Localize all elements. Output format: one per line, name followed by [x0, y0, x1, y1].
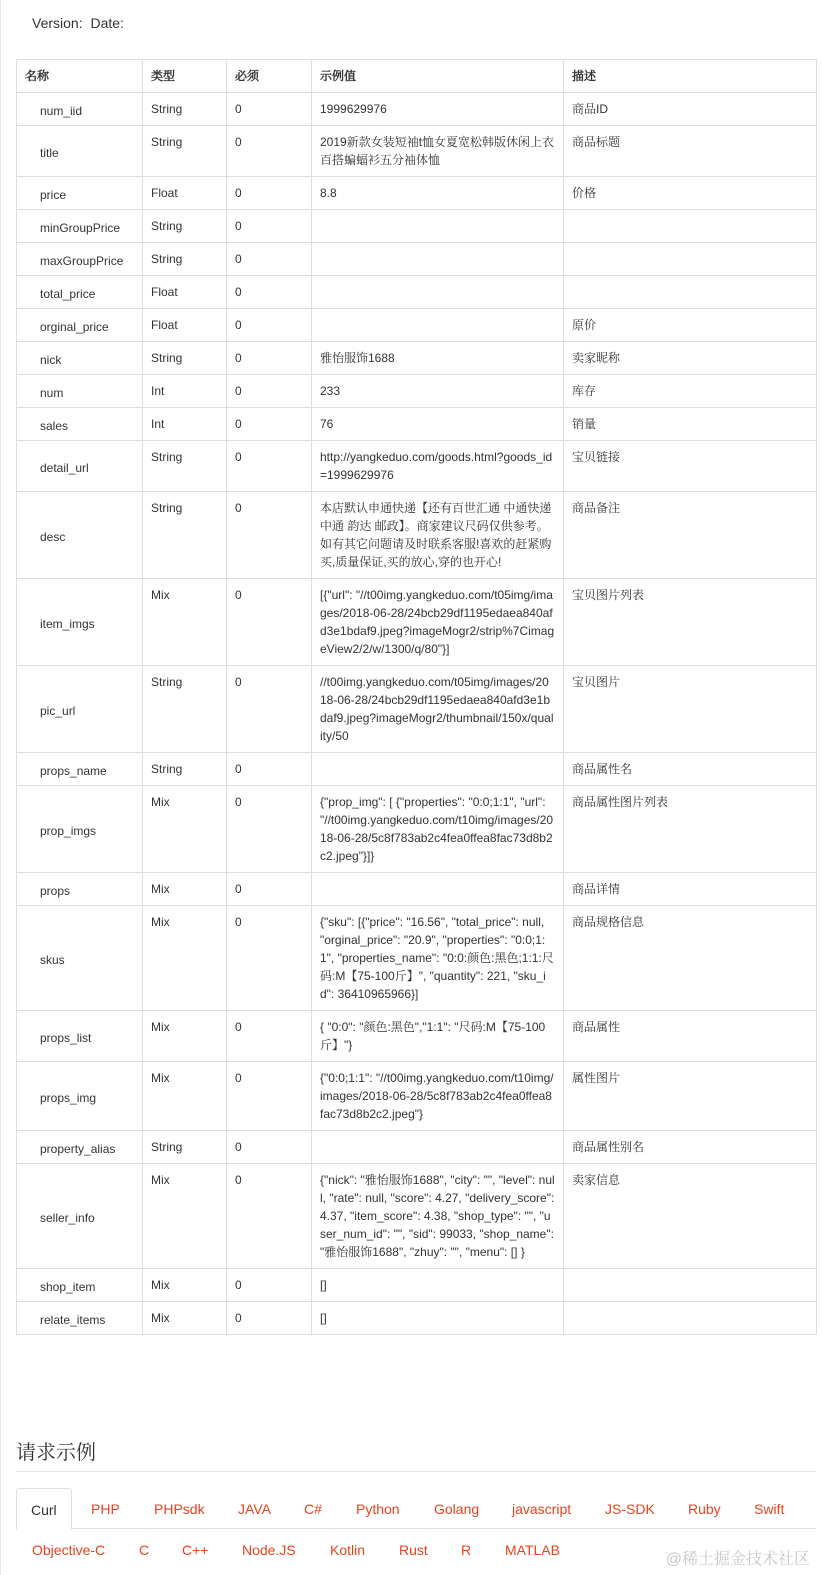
- cell-description: 宝贝链接: [564, 441, 817, 492]
- cell-example: []: [312, 1302, 564, 1335]
- cell-required: 0: [227, 93, 312, 126]
- header-example: 示例值: [312, 60, 564, 93]
- version-label: Version:: [32, 15, 83, 31]
- cell-type: Mix: [143, 1062, 227, 1131]
- cell-description: 卖家信息: [564, 1164, 817, 1269]
- cell-name: detail_url: [17, 441, 143, 492]
- table-row: [17, 408, 817, 441]
- cell-name: price: [17, 177, 143, 210]
- cell-example: {"0:0;1:1": "//t00img.yangkeduo.com/t10img/images/2018-06-28/5c8f783ab2c4fea0ffea8fac73d8b2c2.jpeg"}: [312, 1062, 564, 1131]
- cell-type: Int: [143, 375, 227, 408]
- table-row: [17, 492, 817, 579]
- cell-description: 销量: [564, 408, 817, 441]
- tab-ruby[interactable]: Ruby: [688, 1501, 721, 1517]
- cell-name: props: [17, 873, 143, 906]
- cell-required: 0: [227, 492, 312, 579]
- cell-type: String: [143, 243, 227, 276]
- cell-type: Mix: [143, 906, 227, 1011]
- tab-java[interactable]: JAVA: [238, 1501, 271, 1517]
- cell-example: {"sku": [{"price": "16.56", "total_price": null, "orginal_price": "20.9", "properties": "0:0;1:1", "properties_name": "0:0:颜色:黑色;1:1:尺码:M【75-100斤】", "quantity": 221, "sku_id": 36410965966}]: [312, 906, 564, 1011]
- table-row: [17, 177, 817, 210]
- cell-name: sales: [17, 408, 143, 441]
- table-row: [17, 375, 817, 408]
- table-row: [17, 276, 817, 309]
- table-row: [17, 906, 817, 1011]
- cell-example: [312, 873, 564, 906]
- tab-swift[interactable]: Swift: [754, 1501, 785, 1517]
- table-row: [17, 243, 817, 276]
- cell-type: String: [143, 210, 227, 243]
- cell-description: 卖家昵称: [564, 342, 817, 375]
- cell-required: 0: [227, 1302, 312, 1335]
- cell-required: 0: [227, 126, 312, 177]
- cell-required: 0: [227, 1131, 312, 1164]
- cell-example: {"prop_img": [ {"properties": "0:0;1:1", "url": "//t00img.yangkeduo.com/t10img/images/2018-06-28/5c8f783ab2c4fea0ffea8fac73d8b2c2.jpeg"}]}: [312, 786, 564, 873]
- cell-example: [312, 753, 564, 786]
- cell-description: 商品ID: [564, 93, 817, 126]
- cell-example: 1999629976: [312, 93, 564, 126]
- tab-objective-c[interactable]: Objective-C: [32, 1542, 106, 1558]
- table-row: [17, 753, 817, 786]
- cell-required: 0: [227, 786, 312, 873]
- cell-type: String: [143, 492, 227, 579]
- cell-required: 0: [227, 177, 312, 210]
- tab-curl[interactable]: Curl: [16, 1488, 72, 1530]
- cell-type: Int: [143, 408, 227, 441]
- tab-matlab[interactable]: MATLAB: [505, 1542, 560, 1558]
- cell-description: 商品详情: [564, 873, 817, 906]
- cell-type: String: [143, 126, 227, 177]
- cell-name: num_iid: [17, 93, 143, 126]
- cell-name: pic_url: [17, 666, 143, 753]
- cell-description: 商品标题: [564, 126, 817, 177]
- cell-example: http://yangkeduo.com/goods.html?goods_id=1999629976: [312, 441, 564, 492]
- cell-required: 0: [227, 1269, 312, 1302]
- cell-description: 商品属性名: [564, 753, 817, 786]
- table-header-row: [17, 60, 817, 93]
- tab-row-1: [16, 1488, 816, 1529]
- cell-description: [564, 243, 817, 276]
- cell-name: maxGroupPrice: [17, 243, 143, 276]
- cell-required: 0: [227, 408, 312, 441]
- date-label: Date:: [90, 15, 124, 31]
- cell-required: 0: [227, 342, 312, 375]
- table-row: [17, 441, 817, 492]
- cell-description: 商品规格信息: [564, 906, 817, 1011]
- cell-example: [312, 309, 564, 342]
- cell-type: Mix: [143, 1302, 227, 1335]
- cell-example: { "0:0": "颜色:黑色","1:1": "尺码:M【75-100斤】"}: [312, 1011, 564, 1062]
- tab-kotlin[interactable]: Kotlin: [330, 1542, 366, 1558]
- cell-description: 商品属性图片列表: [564, 786, 817, 873]
- cell-type: Mix: [143, 873, 227, 906]
- tab-php[interactable]: PHP: [91, 1501, 120, 1517]
- cell-description: [564, 1269, 817, 1302]
- cell-description: 宝贝图片列表: [564, 579, 817, 666]
- cell-example: 233: [312, 375, 564, 408]
- watermark: @稀土掘金技术社区: [665, 1551, 810, 1568]
- table-row: [17, 666, 817, 753]
- cell-type: Float: [143, 309, 227, 342]
- header-required: 必须: [227, 60, 312, 93]
- cell-description: 库存: [564, 375, 817, 408]
- cell-required: 0: [227, 666, 312, 753]
- cell-required: 0: [227, 375, 312, 408]
- cell-type: Float: [143, 276, 227, 309]
- cell-name: num: [17, 375, 143, 408]
- cell-description: 宝贝图片: [564, 666, 817, 753]
- cell-type: String: [143, 342, 227, 375]
- cell-description: 商品属性: [564, 1011, 817, 1062]
- cell-name: props_name: [17, 753, 143, 786]
- header-type: 类型: [143, 60, 227, 93]
- cell-required: 0: [227, 243, 312, 276]
- cell-name: orginal_price: [17, 309, 143, 342]
- cell-example: 8.8: [312, 177, 564, 210]
- cell-type: String: [143, 666, 227, 753]
- tab-phpsdk[interactable]: PHPsdk: [154, 1501, 205, 1517]
- tab-cpp[interactable]: C++: [182, 1542, 209, 1558]
- table-row: [17, 1062, 817, 1131]
- cell-description: [564, 276, 817, 309]
- cell-type: Mix: [143, 579, 227, 666]
- page-left-border: [0, 0, 1, 1575]
- cell-name: props_list: [17, 1011, 143, 1062]
- cell-description: [564, 1302, 817, 1335]
- response-params-table: [16, 59, 817, 1335]
- cell-example: //t00img.yangkeduo.com/t05img/images/2018-06-28/24bcb29df1195edaea840afd3e1bdaf9.jpeg?imageMogr2/thumbnail/150x/quality/50: [312, 666, 564, 753]
- cell-name: shop_item: [17, 1269, 143, 1302]
- cell-required: 0: [227, 1011, 312, 1062]
- tab-r[interactable]: R: [461, 1542, 472, 1558]
- cell-required: 0: [227, 1164, 312, 1269]
- cell-name: desc: [17, 492, 143, 579]
- table-row: [17, 873, 817, 906]
- cell-example: 2019新款女装短袖t恤女夏宽松韩版休闲上衣百搭蝙蝠衫五分袖体恤: [312, 126, 564, 177]
- table-row: [17, 1011, 817, 1062]
- header-description: 描述: [564, 60, 817, 93]
- cell-required: 0: [227, 753, 312, 786]
- table-body: [17, 93, 817, 1335]
- cell-example: [312, 1131, 564, 1164]
- cell-required: 0: [227, 210, 312, 243]
- header-name: 名称: [17, 60, 143, 93]
- cell-name: relate_items: [17, 1302, 143, 1335]
- tab-node-js[interactable]: Node.JS: [242, 1542, 296, 1558]
- cell-example: [{"url": "//t00img.yangkeduo.com/t05img/images/2018-06-28/24bcb29df1195edaea840afd3e1bdaf9.jpeg?imageMogr2/strip%7CimageView2/2/w/1300/q/80"}]: [312, 579, 564, 666]
- cell-required: 0: [227, 309, 312, 342]
- cell-name: props_img: [17, 1062, 143, 1131]
- table-row: [17, 786, 817, 873]
- cell-example: [312, 210, 564, 243]
- cell-name: property_alias: [17, 1131, 143, 1164]
- tab-c[interactable]: C: [139, 1542, 150, 1558]
- cell-name: item_imgs: [17, 579, 143, 666]
- cell-required: 0: [227, 276, 312, 309]
- table-row: [17, 579, 817, 666]
- cell-type: Float: [143, 177, 227, 210]
- cell-example: 雅怡服饰1688: [312, 342, 564, 375]
- cell-required: 0: [227, 441, 312, 492]
- cell-type: Mix: [143, 1164, 227, 1269]
- cell-type: String: [143, 1131, 227, 1164]
- cell-type: String: [143, 441, 227, 492]
- tab-golang[interactable]: Golang: [434, 1501, 480, 1517]
- table-row: [17, 1164, 817, 1269]
- table-row: [17, 1269, 817, 1302]
- cell-name: nick: [17, 342, 143, 375]
- cell-name: title: [17, 126, 143, 177]
- cell-type: Mix: [143, 1269, 227, 1302]
- version-line: [32, 15, 128, 31]
- cell-required: 0: [227, 906, 312, 1011]
- cell-description: 原价: [564, 309, 817, 342]
- cell-type: String: [143, 93, 227, 126]
- tab-js-sdk[interactable]: JS-SDK: [605, 1501, 655, 1517]
- cell-name: prop_imgs: [17, 786, 143, 873]
- tab-rust[interactable]: Rust: [399, 1542, 428, 1558]
- table-row: [17, 1302, 817, 1335]
- cell-type: String: [143, 753, 227, 786]
- cell-name: skus: [17, 906, 143, 1011]
- table-row: [17, 126, 817, 177]
- cell-description: 属性图片: [564, 1062, 817, 1131]
- cell-example: {"nick": "雅怡服饰1688", "city": "", "level": null, "rate": null, "score": 4.27, "delivery_score": 4.37, "item_score": 4.38, "shop_type": "", "user_num_id": "", "sid": 99033, "shop_name": "雅怡服饰1688", "zhuy": "", "menu": [] }: [312, 1164, 564, 1269]
- table-row: [17, 210, 817, 243]
- cell-example: [312, 276, 564, 309]
- cell-example: [312, 243, 564, 276]
- table-row: [17, 309, 817, 342]
- tab-javascript[interactable]: javascript: [512, 1501, 572, 1517]
- cell-description: 商品备注: [564, 492, 817, 579]
- cell-description: [564, 210, 817, 243]
- request-example-heading: 请求示例: [16, 1436, 816, 1472]
- table-row: [17, 342, 817, 375]
- cell-example: 76: [312, 408, 564, 441]
- cell-example: []: [312, 1269, 564, 1302]
- tab-csharp[interactable]: C#: [304, 1501, 322, 1517]
- cell-required: 0: [227, 1062, 312, 1131]
- cell-description: 价格: [564, 177, 817, 210]
- tab-python[interactable]: Python: [356, 1501, 400, 1517]
- cell-type: Mix: [143, 1011, 227, 1062]
- cell-name: minGroupPrice: [17, 210, 143, 243]
- cell-name: seller_info: [17, 1164, 143, 1269]
- cell-description: 商品属性别名: [564, 1131, 817, 1164]
- cell-required: 0: [227, 579, 312, 666]
- cell-type: Mix: [143, 786, 227, 873]
- cell-example: 本店默认申通快递【还有百世汇通 中通快递 中通 韵达 邮政】。商家建议尺码仅供参考。如有其它问题请及时联系客服!喜欢的赶紧购买,质量保证,买的放心,穿的也开心!: [312, 492, 564, 579]
- cell-required: 0: [227, 873, 312, 906]
- table-row: [17, 93, 817, 126]
- table-row: [17, 1131, 817, 1164]
- cell-name: total_price: [17, 276, 143, 309]
